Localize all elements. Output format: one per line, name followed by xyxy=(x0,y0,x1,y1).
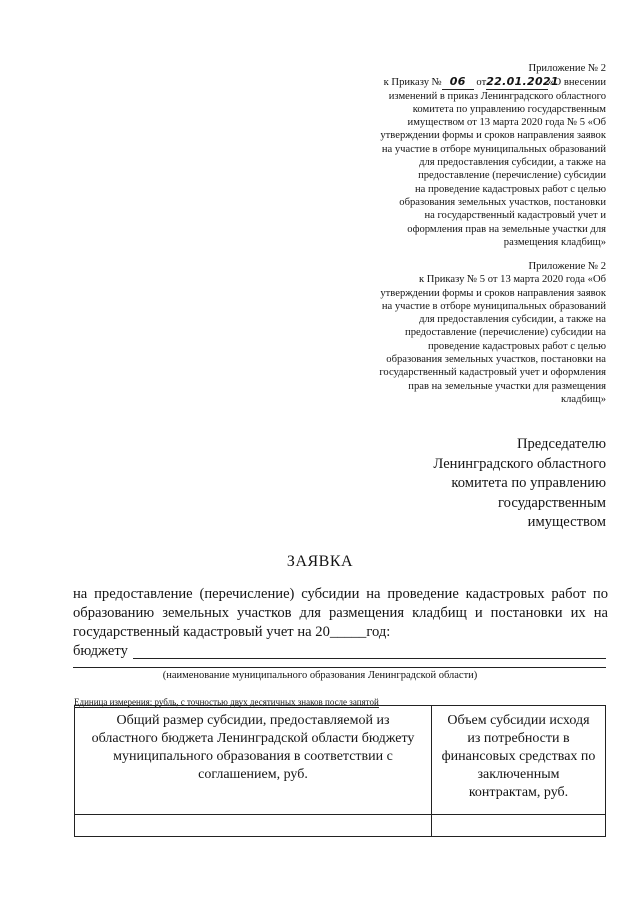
addressee-block xyxy=(366,435,606,533)
body-line-1: образованию земельных участков для размещения кладбищ и постановки их на xyxy=(73,605,608,621)
appendix-new-line-9: образования земельных участков, постановки xyxy=(399,196,606,208)
subsidy-table xyxy=(74,705,606,837)
appendix-new-block xyxy=(380,62,606,249)
appendix-old-line-0: к Приказу № 5 от 13 марта 2020 года «Об xyxy=(419,274,606,286)
addressee-line-2: комитета по управлению xyxy=(451,475,606,491)
appendix-new-line-0: «О внесении xyxy=(548,77,606,89)
appendix-old-line-1: утверждении формы и сроков направления заявок xyxy=(380,287,606,299)
appendix-new-line-1: изменений в приказ Ленинградского областного xyxy=(388,90,606,102)
body-line-0: на предоставление (перечисление) субсидии на проведение кадастровых работ по xyxy=(73,586,608,602)
municipality-caption: (наименование муниципального образования Ленинградской области) xyxy=(162,670,478,681)
order-number-handwritten: 06 xyxy=(442,75,474,89)
order-from: от xyxy=(476,77,487,89)
order-prefix: к Приказу № xyxy=(383,77,442,89)
budget-label: бюджету xyxy=(73,643,128,659)
addressee-line-3: государственным xyxy=(498,494,606,511)
header-total-subsidy: Общий размер субсидии, предоставляемой из областного бюджета Ленинградской области бюджету муниципального образования в соответствии с соглашением, руб. xyxy=(75,706,432,815)
appendix-old-line-4: предоставление (перечисление) субсидии на xyxy=(405,327,606,339)
municipality-line xyxy=(73,667,606,668)
appendix-old-line-3: для предоставления субсидии, а также на xyxy=(419,314,606,326)
cell-total-subsidy-value[interactable] xyxy=(75,815,432,837)
appendix-new-line-3: имуществом от 13 марта 2020 года № 5 «Об xyxy=(407,117,606,129)
appendix-new-line-10: на государственный кадастровый учет и xyxy=(424,210,606,222)
appendix-new-line-8: на проведение кадастровых работ с целью xyxy=(414,183,606,195)
addressee-line-4: имуществом xyxy=(527,514,606,530)
appendix-new-line-6: для предоставления субсидии, а также на xyxy=(419,157,606,169)
appendix-new-line-12: размещения кладбищ» xyxy=(503,236,606,248)
order-reference-line xyxy=(380,75,606,89)
appendix-old-line-2: на участие в отборе муниципальных образований xyxy=(381,300,606,312)
appendix-old-line-9: кладбищ» xyxy=(560,393,606,405)
appendix-new-line-2: комитета по управлению государственным xyxy=(412,103,606,115)
order-date-handwritten: 22.01.2021 xyxy=(486,75,559,89)
appendix-old-block xyxy=(379,260,606,406)
appendix-new-line-11: оформления прав на земельные участки для xyxy=(407,223,606,235)
budget-fill-line xyxy=(133,658,606,659)
header-subsidy-by-contracts: Объем субсидии исходя из потребности в финансовых средствах по заключенным контрактам, руб. xyxy=(432,706,606,815)
appendix-old-title: Приложение № 2 xyxy=(528,261,606,272)
units-note: Единица измерения: рубль, с точностью двух десятичных знаков после запятой xyxy=(74,697,379,707)
appendix-old-line-8: прав на земельные участки для размещения xyxy=(408,380,606,392)
document-title: ЗАЯВКА xyxy=(286,553,354,570)
appendix-new-title: Приложение № 2 xyxy=(528,63,606,74)
appendix-new-line-7: предоставление (перечисление) субсидии xyxy=(418,170,606,182)
body-line-2: государственный кадастровый учет на 20_____год: xyxy=(73,624,391,640)
table-row xyxy=(75,815,606,837)
appendix-new-line-5: на участие в отборе муниципальных образований xyxy=(381,143,606,155)
addressee-line-0: Председателю xyxy=(516,436,606,452)
table-header-row xyxy=(75,706,606,815)
appendix-old-line-7: государственный кадастровый учет и оформления xyxy=(379,367,606,379)
addressee-line-1: Ленинградского областного xyxy=(433,455,606,472)
appendix-old-line-6: образования земельных участков, постановки на xyxy=(386,354,606,366)
appendix-old-line-5: проведение кадастровых работ с целью xyxy=(427,340,606,352)
cell-contracts-subsidy-value[interactable] xyxy=(432,815,606,837)
appendix-new-line-4: утверждении формы и сроков направления заявок xyxy=(380,130,606,142)
